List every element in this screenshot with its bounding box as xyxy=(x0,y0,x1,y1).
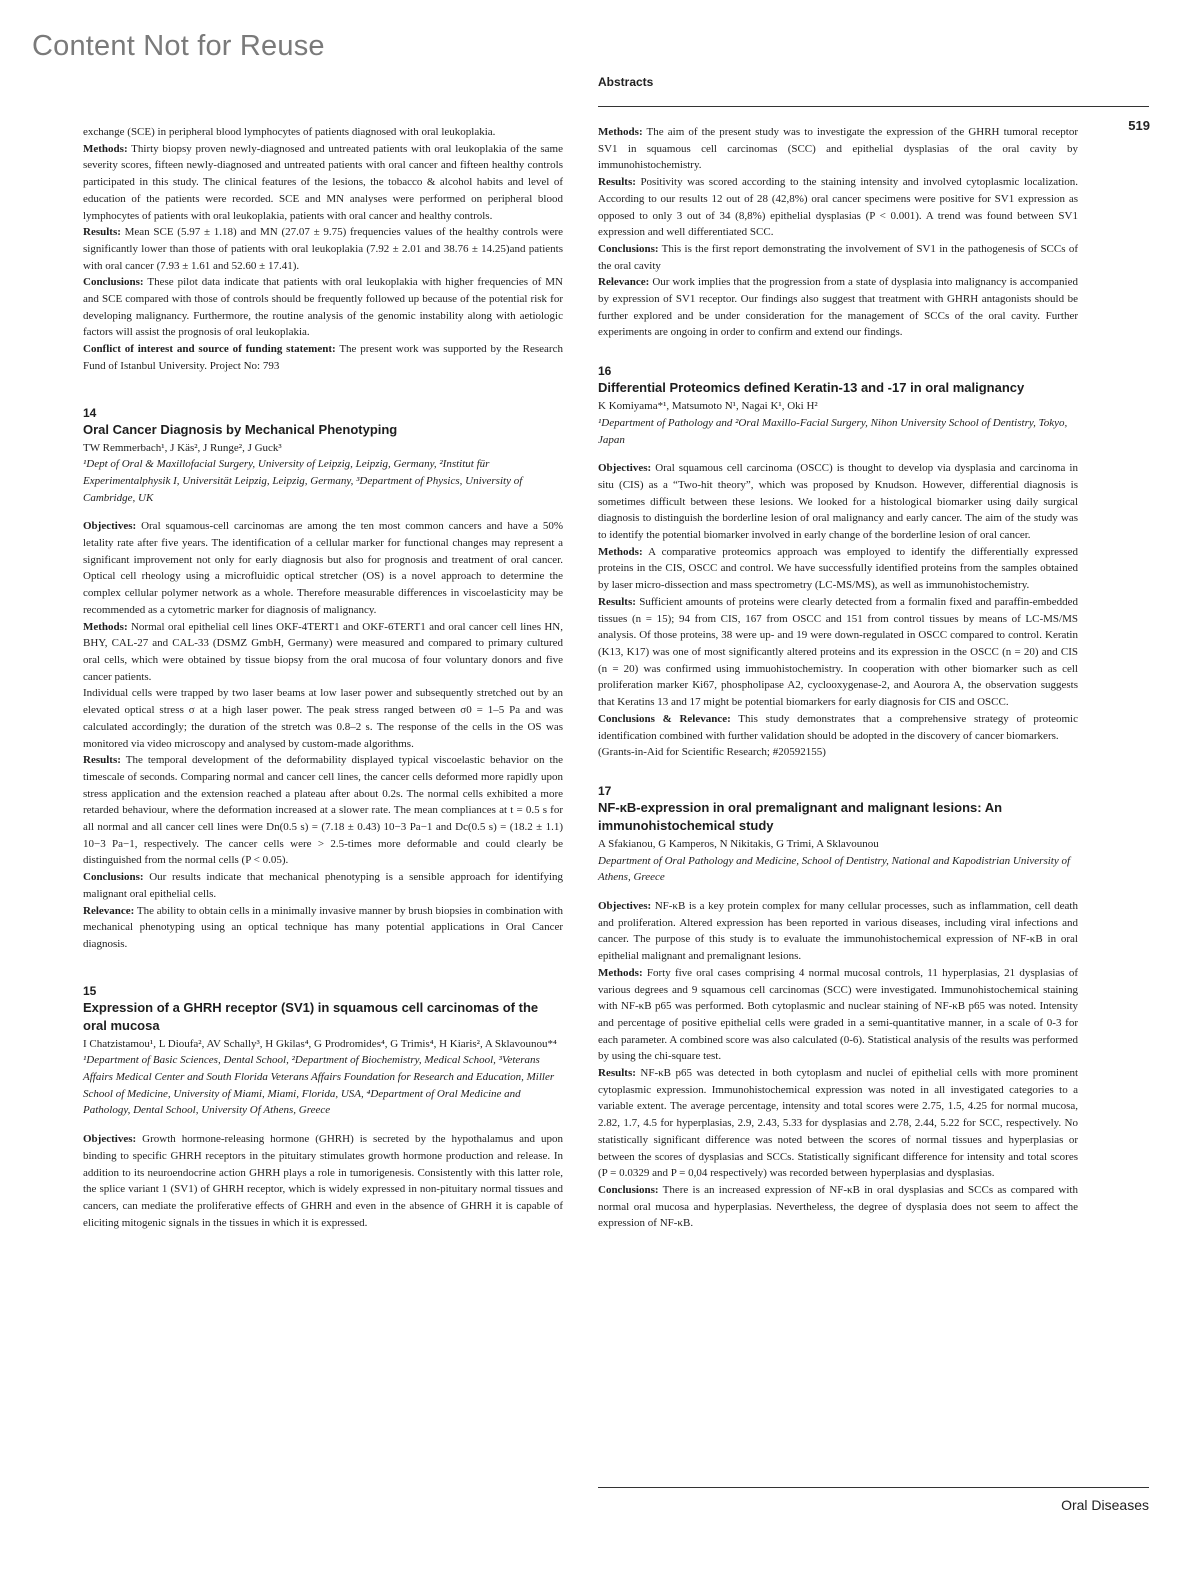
paragraph: Conclusions: These pilot data indicate that patients with oral leukoplakia with higher frequencies of MN and SCE compared with those of controls should be frequently followed up because of the potential risk for developing malignancy. Furthermore, the routine analysis of the genomic instability along with aetiologic factors will assist the prognosis of oral leukoplakia. xyxy=(83,276,563,339)
header-rule xyxy=(598,106,1149,107)
paragraph: Methods: Thirty biopsy proven newly-diagnosed and untreated patients with oral leukoplakia of the same severity scores, fifteen newly-diagnosed and untreated patients with oral cancer and fifteen healthy controls participated in this study. The clinical features of the lesions, the tobacco & alcohol habits and level of education of the patients were recorded. SCE and MN analyses were performed on peripheral blood lymphocytes of patients with oral leukoplakia, patients with oral cancer and healthy controls. xyxy=(83,142,563,222)
abstract-affiliations: Department of Oral Pathology and Medicine, School of Dentistry, National and Kapodistrian University of Athens, Greece xyxy=(598,854,1071,884)
abstract-authors: TW Remmerbach¹, J Käs², J Runge², J Guck³ xyxy=(83,441,282,454)
abstract-title: Expression of a GHRH receptor (SV1) in squamous cell carcinomas of the oral mucosa xyxy=(83,999,539,1033)
paragraph: Conclusions: This is the first report demonstrating the involvement of SV1 in the pathogenesis of SCCs of the oral cavity xyxy=(598,242,1078,272)
abstract-authors: A Sfakianou, G Kamperos, N Nikitakis, G Trimi, A Sklavounou xyxy=(598,837,879,850)
abstract-affiliations: ¹Department of Pathology and ²Oral Maxillo-Facial Surgery, Nihon University School of Dentistry, Tokyo, Japan xyxy=(598,416,1068,446)
paragraph: Results: NF-κB p65 was detected in both cytoplasm and nuclei of epithelial cells with more prominent cytoplasmic expression. Immunohistochemical expression was noted in all investigated categories to a variable extent. The average percentage, intensity and total scores were 2.75, 1.5, 4.25 for normal mucosa, 2.82, 1.7, 4.5 for hyperplasias, 2.9, 2.43, 5.33 for dysplasias and 2.78, 2.44, 5.22 for SCC, respectively. No statistically significant difference was noted between the scores of normal tissues and hyperplasias or between the scores of dysplasias and SCCs. Statistically significant difference for intensity and total scores (P = 0.0329 and P = 0,04 respectively) was recorded between hyperplasias and dysplasias. xyxy=(598,1067,1079,1180)
abstract-17 xyxy=(598,783,1078,1232)
footer-rule xyxy=(598,1487,1149,1488)
left-column xyxy=(83,124,563,1231)
paragraph: Methods: The aim of the present study was to investigate the expression of the GHRH tumoral receptor SV1 in squamous cell carcinomas (SCC) and epithelial dysplasias of the oral cavity by immunohistochemistry. xyxy=(598,126,1078,172)
abstract-number: 16 xyxy=(598,364,612,379)
abstract-title: Differential Proteomics defined Keratin-13 and -17 in oral malignancy xyxy=(598,380,1025,396)
paragraph: Relevance: The ability to obtain cells in a minimally invasive manner by brush biopsies in combination with mechanical phenotyping using an optical technique has many potential applications in Oral Cancer diagnosis. xyxy=(83,904,563,950)
paragraph: Individual cells were trapped by two laser beams at low laser power and subsequently stretched out by an elevated optical stress σ at a high laser power. The peak stress ranged between σ0 = 1–5 Pa and was calculated accordingly; the duration of the stretch was 0.8–2 s. The response of the cells in the OS was monitored via video microscopy and analysed by custom-made algorithms. xyxy=(83,687,563,750)
abstract-number: 15 xyxy=(83,983,97,998)
abstract-15 xyxy=(83,983,563,1232)
abstract-affiliations: ¹Dept of Oral & Maxillofacial Surgery, University of Leipzig, Leipzig, Germany, ²Institut für Experimentalphysik I, Universität Leipzig, Leipzig, Germany, ³Department of Physics, University of Cambridge, UK xyxy=(83,458,523,504)
paragraph: Objectives: Oral squamous-cell carcinomas are among the ten most common cancers and have a 50% letality rate after five years. The identification of a cellular marker for functional changes may represent a significant improvement not only for early diagnosis but also for prognosis and treatment of oral cancer. Optical cell rheology using a microfluidic optical stretcher (OS) is a novel approach to determine the complex cellular polymer network as a whole. Therefore measurable differences in viscoelasticity may be recommended as a cytometric marker for diagnosis of malignancy. xyxy=(83,520,564,616)
continued-abstract-15 xyxy=(598,124,1078,341)
abstract-authors: I Chatzistamou¹, L Dioufa², AV Schally³, H Gkilas⁴, G Prodromides⁴, G Trimis⁴, H Kiaris², A Sklavounou*⁴ xyxy=(83,1037,557,1050)
paragraph: Objectives: Growth hormone-releasing hormone (GHRH) is secreted by the hypothalamus and upon binding to specific GHRH receptors in the pituitary stimulates growth hormone production and release. In addition to its neuroendocrine action GHRH plays a role in tumorigenesis. Consistently with this latter role, the splice variant 1 (SV1) of GHRH receptor, which is widely expressed in non-pituitary normal tissues and cancers, can mediate the proliferative effects of GHRH and even in the absence of GHRH it is capable of eliciting mitogenic signals in the tissues in which it is expressed. xyxy=(83,1133,563,1229)
paragraph: Conclusions & Relevance: This study demonstrates that a comprehensive strategy of proteomic identification combined with further validation should be adopted in the discovery of cancer biomarkers. xyxy=(598,712,1078,742)
paragraph: Methods: Forty five oral cases comprising 4 normal mucosal controls, 11 hyperplasias, 21 dysplasias of various degrees and 9 squamous cell carcinomas (SCC) were investigated. Immunohistochemical staining with NF-κB p65 was performed. Both cytoplasmic and nuclear staining of NF-κB p65 was noted. Intensity and percentage of positive epithelial cells were graded in a semi-quantitative manner, in a scale of 0-3 for each parameter. A combined score was also calculated (0-6). Statistical analysis of the results was performed by using the chi-square test. xyxy=(598,966,1078,1063)
paragraph: Objectives: Oral squamous cell carcinoma (OSCC) is thought to develop via dysplasia and carcinoma in situ (CIS) as a “Two-hit theory”, which was proposed by Knudson. However, differential diagnosis is sometimes difficult between these lesions. We looked for a histological biomarker using daily surgical diagnosis to distinguish the borderline lesion of oral malignancy and early cancer. The aim of the study was to identify the potential biomarker involved in early change of the borderline lesion of oral cancer. xyxy=(598,462,1078,542)
paragraph: Results: Sufficient amounts of proteins were clearly detected from a formalin fixed and paraffin-embedded tissues (n = 15); 94 from CIS, 167 from OSCC and 151 from control tissues by means of LC-MS/MS analysis. Of those proteins, 38 were up- and 19 were down-regulated in OSCC compared to control. Keratin (K13, K17) was one of most significantly altered proteins and its expression in the OSCC (n = 20) and CIS (n = 20) was confirmed using immuohistochemistry. In cooperation with other biomarker such as cell proliferation marker Ki67, phospholipase A2, cyclooxygenase-2, and Aourora A, the observation suggests that Keratins 13 and 17 might be potential biomarkers for early diagnosis for CIS and OSCC. xyxy=(598,595,1079,709)
paragraph: Results: Mean SCE (5.97 ± 1.18) and MN (27.07 ± 9.75) frequencies values of the healthy controls were significantly lower than those of patients with oral leukoplakia (7.92 ± 2.01 and 38.76 ± 14.25)and patients with oral cancer (7.93 ± 1.61 and 52.60 ± 17.41). xyxy=(83,226,563,272)
paragraph: Methods: A comparative proteomics approach was employed to identify the differentially expressed proteins in the CIS, OSCC and control. We have successfully identified proteins from the samples obtained by laser micro-dissection and mass spectrometry (LC-MS/MS), as well as immunohistochemistry. xyxy=(598,545,1078,592)
paragraph: Conclusions: There is an increased expression of NF-κB in oral dysplasias and SCCs as compared with normal oral mucosa and hyperplasias. Nevertheless, the degree of dysplasia does not seem to affect the expression of NF-κB. xyxy=(598,1183,1078,1230)
paragraph: Results: The temporal development of the deformability displayed typical viscoelastic behavior on the timescale of seconds. Comparing normal and cancer cell lines, the cancer cells deformed more rapidly upon stress application and the extension reached a plateau after about 0.2s. The normal cells exhibited a more retarded behaviour, where the deformation increased at a slower rate. The mean compliances at t = 0.5 s for all normal and all cancer cell lines were Dn(0.5 s) = (7.18 ± 0.43) 10−3 Pa−1 and Dc(0.5 s) = (18.2 ± 1.1) 10−3 Pa−1, respectively. The cancer cells were > 2.5-times more deformable and could clearly be distinguished from the normal cells (P < 0.05). xyxy=(83,754,563,867)
paragraph: Results: Positivity was scored according to the staining intensity and involved cytoplasmic localization. According to our results 12 out of 28 (42,8%) oral cancer specimens were positive for SV1 expression as opposed to only 3 out of 34 (8,8%) epithelial dysplasias (P < 0.001). A trend was found between SV1 expression and well differentiated SCC. xyxy=(598,176,1079,239)
page-number: 519 xyxy=(1128,118,1150,133)
abstract-14 xyxy=(83,405,563,953)
section-label: Abstracts xyxy=(598,75,654,89)
abstract-title: NF-κB-expression in oral premalignant and malignant lesions: An immunohistochemical study xyxy=(598,799,1003,833)
paragraph: Methods: Normal oral epithelial cell lines OKF-4TERT1 and OKF-6TERT1 and oral cancer cell lines HN, BHY, CAL-27 and CAL-33 (DSMZ GmbH, Germany) were measured and compared to primary cultured oral cells, which were obtained by tissue biopsy from the oral mucosa of four voluntary donors and five cancer patients. xyxy=(83,620,563,683)
abstract-title: Oral Cancer Diagnosis by Mechanical Phenotyping xyxy=(83,421,398,437)
continued-abstract xyxy=(83,124,563,375)
paragraph: (Grants-in-Aid for Scientific Research; #20592155) xyxy=(598,746,826,759)
watermark: Content Not for Reuse xyxy=(32,30,325,62)
abstract-16 xyxy=(598,363,1078,761)
paragraph: Objectives: NF-κB is a key protein complex for many cellular processes, such as inflammation, cell death and proliferation. Altered expression has been reported in various diseases, including viral infections and cancer. The purpose of this study is to evaluate the immunohistochemical expression of NF-κB in oral epithelial malignant and premalignant lesions. xyxy=(598,900,1078,963)
right-column xyxy=(598,124,1078,1232)
paragraph: Relevance: Our work implies that the progression from a state of dysplasia into malignancy is accompanied by expression of SV1 receptor. Our findings also suggest that treatment with GHRH antagonists should be further explored and be under consideration for the management of SCCs of the oral cavity. Further experiments are ongoing in order to confirm and extend our findings. xyxy=(598,276,1078,339)
paragraph: exchange (SCE) in peripheral blood lymphocytes of patients diagnosed with oral leukoplakia. xyxy=(83,126,496,138)
abstract-affiliations: ¹Department of Basic Sciences, Dental School, ²Department of Biochemistry, Medical School, ³Veterans Affairs Medical Center and South Florida Veterans Affairs Foundation for Research and Education, Miller School of Medicine, University of Miami, Miami, Florida, USA, ⁴Department of Oral Medicine and Pathology, Dental School, University Of Athens, Greece xyxy=(83,1054,555,1117)
paragraph: Conclusions: Our results indicate that mechanical phenotyping is a sensible approach for identifying malignant oral epithelial cells. xyxy=(83,871,563,900)
abstract-number: 14 xyxy=(83,405,97,420)
paragraph: Conflict of interest and source of funding statement: The present work was supported by the Research Fund of Istanbul University. Project No: 793 xyxy=(83,343,563,372)
journal-name: Oral Diseases xyxy=(1061,1497,1149,1513)
abstract-authors: K Komiyama*¹, Matsumoto N¹, Nagai K¹, Oki H² xyxy=(598,400,818,413)
abstract-number: 17 xyxy=(598,783,612,798)
